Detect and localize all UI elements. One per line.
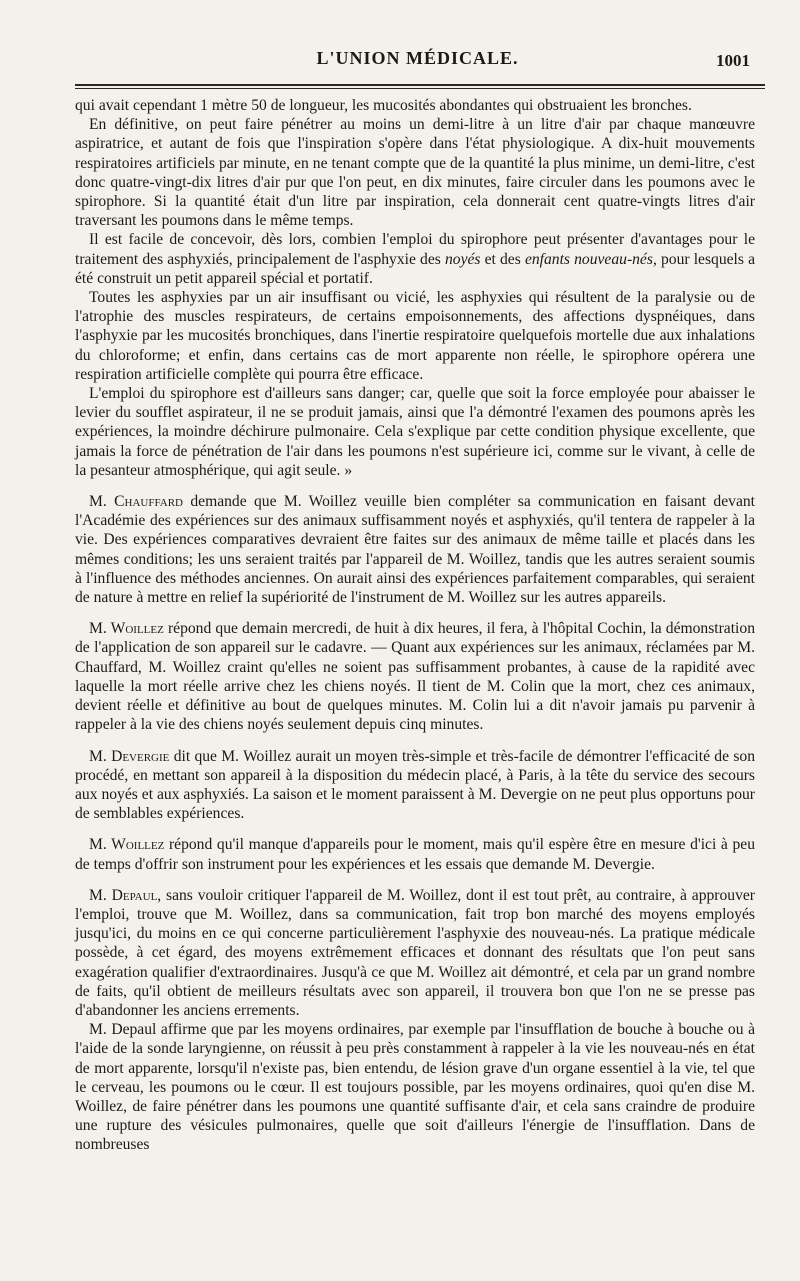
paragraph-3 [75,230,755,288]
paragraph-text: répond que demain mercredi, de huit à dix heures, il fera, à l'hôpital Cochin, la démonstration de l'application de son appareil sur le cadavre. — Quant aux expériences sur les animaux, réclamées par M. Chauffard, M. Woillez craint qu'elles ne soient pas suffisamment probantes, à cause de la rapidité avec laquelle la mort réelle arrive chez les chiens noyés. Il tient de M. Colin que la mort, chez ces animaux, devient réelle et définitive au bout de quelques minutes. M. Colin lui a dit n'avoir jamais pu parvenir à rappeler à la vie des chiens noyés seulement depuis cinq minutes. [75,620,755,734]
speaker-name: M. Depaul [89,886,158,904]
speaker-name: M. Devergie [89,747,170,765]
paragraph-3-text-b: et des [480,250,525,268]
paragraph-devergie [75,747,755,824]
paragraph-1: qui avait cependant 1 mètre 50 de longueur, les mucosités abondantes qui obstruaient les bronches. [75,97,692,114]
running-title: L'UNION MÉDICALE. [316,48,519,68]
paragraph-3-text-a: Il est facile de concevoir, dès lors, combien l'emploi du spirophore peut présenter d'avantages pour le traitement des asphyxiés, principalement de l'asphyxie des [75,231,755,268]
paragraph-chauffard [75,492,755,607]
paragraph-text: dit que M. Woillez aurait un moyen très-simple et très-facile de démontrer l'efficacité de son procédé, en mettant son appareil à la disposition du médecin placé, à Paris, à la tête du service des secours aux noyés et aux asphyxiés. La saison et le moment paraissent à M. Devergie on ne peut plus opportuns pour de semblables expériences. [75,747,755,823]
speaker-name: M. Woillez [89,836,165,854]
paragraph-text: répond qu'il manque d'appareils pour le moment, mais qu'il espère être en mesure d'ici à peu de temps d'offrir son instrument pour les expériences et les essais que demande M. Devergie. [75,836,755,873]
speaker-name: M. Chauffard [89,493,183,511]
paragraph-3-italic-enfants: enfants nouveau-nés [524,250,653,268]
paragraph-3-italic-noyes: noyés [444,250,481,268]
body-text [75,96,755,1155]
paragraph-4: Toutes les asphyxies par un air insuffisant ou vicié, les asphyxies qui résultent de la paralysie ou de l'atrophie des muscles respirateurs, de certains empoisonnements, des affections dyspnéiques, dans l'asphyxie par les mucosités bronchiques, dans l'inertie respiratoire quelquefois mortelle due aux inhalations du chloroforme; et enfin, dans certains cas de mort apparente non réelle, le spirophore opérera une respiration artificielle complète qui pourra être efficace. [75,289,755,383]
paragraph-text: demande que M. Woillez veuille bien compléter sa communication en faisant devant l'Académie des expériences sur des animaux suffisamment noyés et asphyxiés, qu'il tentera de rappeler à la vie. Des expériences comparatives devraient être faites sur des animaux de même taille et placés dans les mêmes conditions; les uns seraient traités par l'appareil de M. Woillez, tandis que les autres seraient soumis à l'influence des méthodes anciennes. On aurait ainsi des expériences parfaitement comparables, qui seraient de nature à mettre en relief la supériorité de l'instrument de M. Woillez sur les autres appareils. [75,493,756,607]
paragraph-text: , sans vouloir critiquer l'appareil de M. Woillez, dont il est tout prêt, au contraire, à approuver l'emploi, trouve que M. Woillez, dans sa communication, fait trop bon marché des moyens employés jusqu'ici, du moins en ce qui concerne particulièrement l'asphyxie des nouveau-nés. La pratique médicale possède, à cet égard, des moyens extrêmement efficaces et donnant des résultats que l'on peut sans exagération qualifier d'extraordinaires. Jusqu'à ce que M. Woillez ait démontré, et cela par un grand nombre de faits, qu'il obtient de meilleurs résultats avec son appareil, il trouvera bon que l'on ne se presse pas d'abandonner les anciens errements. [75,886,756,1019]
page-header [75,48,760,82]
paragraph-woillez-2 [75,835,755,873]
speaker-name: M. Woillez [89,620,164,638]
header-rule [75,84,765,86]
paragraph-5: L'emploi du spirophore est d'ailleurs sans danger; car, quelle que soit la force employée pour abaisser le levier du soufflet aspirateur, il ne se produit jamais, ainsi que l'a démontré l'examen des poumons après les expériences, la moindre déchirure pulmonaire. Cela s'explique par cette condition physique excellente, que jamais la force de pénétration de l'air dans les poumons n'est supérieure ici, comme sur le vivant, à celle de la pesanteur atmosphérique, qui agit seule. » [75,385,755,479]
paragraph-depaul [75,886,755,1020]
paragraph-2: En définitive, on peut faire pénétrer au moins un demi-litre à un litre d'air par chaque manœuvre aspiratrice, et autant de fois que l'inspiration s'opère dans l'état physiologique. A dix-huit mouvements respiratoires artificiels par minute, en ne tenant compte que de la quantité la plus minime, un demi-litre, c'est donc quatre-vingt-dix litres d'air pur que l'on peut, en dix minutes, faire circuler dans les poumons avec le spirophore. Si la quantité était d'un litre par inspiration, cela donnerait cent quatre-vingts litres d'air traversant les poumons dans le même temps. [75,116,755,230]
header-rule-thin [75,88,765,89]
paragraph-depaul-2: M. Depaul affirme que par les moyens ordinaires, par exemple par l'insufflation de bouche à bouche ou à l'aide de la sonde laryngienne, on réussit à peu près constamment à rappeler à la vie les nouveau-nés en état de mort apparente, lorsqu'il n'existe pas, bien entendu, de lésion grave d'un organe essentiel à la vie, tel que le cerveau, les poumons ou le cœur. Il est toujours possible, par les moyens ordinaires, quoi qu'en dise M. Woillez, de faire pénétrer dans les poumons une quantité suffisante d'air, et cela sans craindre de produire une rupture des vésicules pulmonaires, quelle que soit d'ailleurs l'énergie de l'insufflation. Dans de nombreuses [75,1021,755,1154]
page-number: 1001 [716,51,750,70]
paragraph-3-text-c: , pour lesquels a été construit un petit appareil spécial et portatif. [75,250,755,287]
paragraph-woillez-1 [75,619,755,734]
